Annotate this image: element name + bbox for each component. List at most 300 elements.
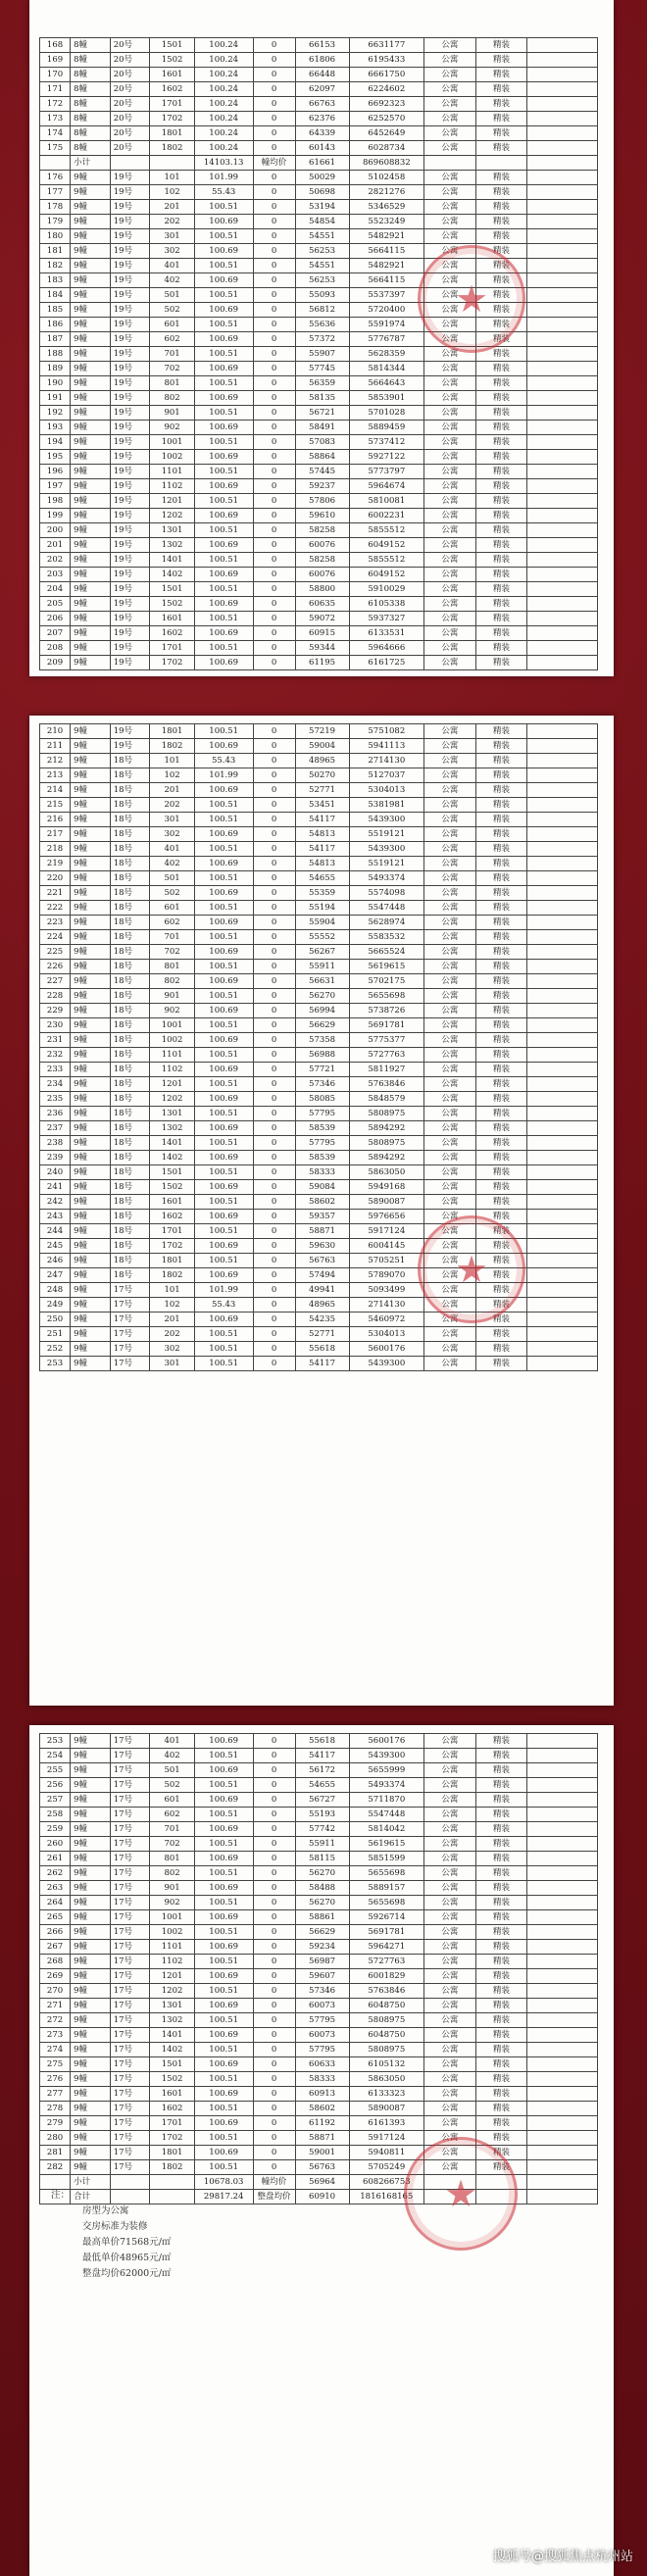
cell-room: 1201: [150, 494, 194, 509]
cell-extra: 0: [253, 842, 295, 857]
cell-area: 55.43: [194, 1298, 253, 1313]
cell-room: 1701: [150, 2116, 194, 2131]
cell-unit: 18号: [110, 813, 150, 827]
cell-extra: 0: [253, 2057, 295, 2072]
cell-unit-price: 66448: [295, 68, 349, 82]
cell-room: 1201: [150, 1077, 194, 1092]
cell-total-price: 5737412: [349, 435, 424, 450]
cell-room-type: [424, 156, 476, 171]
cell-unit: 18号: [110, 827, 150, 842]
cell-building: 9幢: [71, 288, 111, 303]
cell-blank: [527, 1180, 598, 1195]
cell-finish: 精装: [475, 1136, 527, 1151]
cell-unit: 20号: [110, 141, 150, 156]
cell-room-type: 公寓: [424, 1136, 476, 1151]
cell-extra: 0: [253, 479, 295, 494]
cell-building: 9幢: [71, 1224, 111, 1239]
official-seal: [404, 2137, 518, 2251]
cell-blank: [527, 1165, 598, 1180]
cell-blank: [527, 1283, 598, 1298]
cell-unit: 17号: [110, 1357, 150, 1371]
cell-extra: 0: [253, 1808, 295, 1822]
cell-unit: 17号: [110, 1999, 150, 2013]
cell-unit: 18号: [110, 930, 150, 945]
cell-row-index: 255: [40, 1763, 71, 1778]
cell-room-type: 公寓: [424, 1910, 476, 1925]
cell-building: 8幢: [71, 126, 111, 141]
cell-unit-price: 61195: [295, 656, 349, 670]
cell-unit-price: 52771: [295, 783, 349, 798]
notes-title: 注：: [51, 2190, 71, 2201]
cell-total-price: 6004145: [349, 1239, 424, 1254]
cell-unit: 17号: [110, 2072, 150, 2087]
cell-total-price: 5574098: [349, 886, 424, 901]
cell-blank: [527, 1136, 598, 1151]
cell-unit-price: 66763: [295, 97, 349, 112]
cell-unit-price: 54551: [295, 259, 349, 273]
cell-row-index: 227: [40, 974, 71, 989]
cell-row-index: 274: [40, 2043, 71, 2057]
cell-room-type: 公寓: [424, 450, 476, 465]
cell-unit-price: 56253: [295, 244, 349, 259]
table-row: [40, 1866, 598, 1881]
cell-room-type: 公寓: [424, 1180, 476, 1195]
cell-total-price: 5811927: [349, 1063, 424, 1077]
cell-blank: [527, 1925, 598, 1940]
cell-area: 100.69: [194, 421, 253, 435]
cell-unit: 17号: [110, 2102, 150, 2116]
cell-blank: [527, 2013, 598, 2028]
cell-building: 9幢: [71, 200, 111, 215]
cell-area: 100.51: [194, 347, 253, 362]
cell-unit: 18号: [110, 1048, 150, 1063]
cell-total-price: 6195433: [349, 53, 424, 68]
cell-area: 100.51: [194, 842, 253, 857]
cell-room-type: 公寓: [424, 1298, 476, 1313]
cell-unit: 19号: [110, 200, 150, 215]
cell-row-index: 253: [40, 1734, 71, 1749]
cell-unit-price: 58539: [295, 1121, 349, 1136]
cell-unit-price: 61661: [295, 156, 349, 171]
cell-unit-price: 55359: [295, 886, 349, 901]
cell-blank: [527, 509, 598, 523]
cell-unit: 19号: [110, 215, 150, 229]
cell-blank: [527, 523, 598, 538]
cell-room-type: 公寓: [424, 1940, 476, 1955]
note-line: 最低单价48965元/㎡: [82, 2253, 172, 2263]
cell-unit: 19号: [110, 259, 150, 273]
cell-row-index: 214: [40, 783, 71, 798]
cell-room: 201: [150, 1313, 194, 1327]
cell-room-type: 公寓: [424, 1107, 476, 1121]
cell-row-index: 236: [40, 1107, 71, 1121]
cell-finish: 精装: [475, 1268, 527, 1283]
cell-finish: 精装: [475, 739, 527, 754]
cell-room: 801: [150, 1852, 194, 1866]
cell-unit-price: 57346: [295, 1077, 349, 1092]
cell-finish: 精装: [475, 2102, 527, 2116]
cell-row-index: 232: [40, 1048, 71, 1063]
cell-room: 302: [150, 244, 194, 259]
table-row: [40, 1210, 598, 1224]
cell-row-index: 190: [40, 376, 71, 391]
cell-total-price: 5976656: [349, 1210, 424, 1224]
cell-unit-price: 60073: [295, 2028, 349, 2043]
cell-room-type: 公寓: [424, 2043, 476, 2057]
table-row: [40, 1852, 598, 1866]
cell-unit: 17号: [110, 1896, 150, 1910]
cell-finish: 精装: [475, 1283, 527, 1298]
cell-room: 1302: [150, 538, 194, 553]
cell-unit: 19号: [110, 332, 150, 347]
cell-finish: 精装: [475, 901, 527, 916]
cell-total-price: 5664115: [349, 244, 424, 259]
cell-unit: 18号: [110, 1092, 150, 1107]
cell-room: 1202: [150, 1092, 194, 1107]
cell-unit: 19号: [110, 538, 150, 553]
cell-unit-price: 56727: [295, 1793, 349, 1808]
cell-total-price: 5855512: [349, 523, 424, 538]
cell-unit: 19号: [110, 509, 150, 523]
cell-room-type: 公寓: [424, 1955, 476, 1969]
cell-unit: 19号: [110, 185, 150, 200]
cell-room-type: 公寓: [424, 1852, 476, 1866]
cell-extra: 0: [253, 171, 295, 185]
cell-finish: 精装: [475, 1910, 527, 1925]
cell-room: 1702: [150, 656, 194, 670]
cell-building: 9幢: [71, 318, 111, 332]
cell-room: 501: [150, 871, 194, 886]
cell-room-type: 公寓: [424, 1224, 476, 1239]
cell-blank: [527, 1254, 598, 1268]
cell-room: 902: [150, 1896, 194, 1910]
cell-building: 9幢: [71, 362, 111, 376]
cell-blank: [527, 1018, 598, 1033]
cell-blank: [527, 2175, 598, 2190]
table-row: [40, 494, 598, 509]
cell-room-type: 公寓: [424, 2028, 476, 2043]
cell-total-price: 5814042: [349, 1822, 424, 1837]
cell-row-index: 238: [40, 1136, 71, 1151]
cell-extra: 0: [253, 509, 295, 523]
cell-finish: 精装: [475, 553, 527, 568]
cell-extra: 0: [253, 53, 295, 68]
cell-row-index: 212: [40, 754, 71, 768]
cell-blank: [527, 38, 598, 53]
cell-area: 100.69: [194, 945, 253, 960]
table-row: [40, 1808, 598, 1822]
cell-room: 1702: [150, 2131, 194, 2146]
cell-blank: [527, 494, 598, 509]
cell-building: 9幢: [71, 886, 111, 901]
cell-finish: 精装: [475, 1313, 527, 1327]
cell-blank: [527, 1749, 598, 1763]
cell-area: 100.51: [194, 494, 253, 509]
cell-finish: 精装: [475, 827, 527, 842]
cell-blank: [527, 2131, 598, 2146]
table-row: [40, 901, 598, 916]
cell-total-price: 5853901: [349, 391, 424, 406]
cell-blank: [527, 1195, 598, 1210]
price-table-1: [39, 37, 598, 670]
cell-building: 9幢: [71, 1822, 111, 1837]
cell-building: 9幢: [71, 916, 111, 930]
cell-total-price: 5808975: [349, 1107, 424, 1121]
cell-blank: [527, 2087, 598, 2102]
cell-unit-price: 53451: [295, 798, 349, 813]
cell-finish: 精装: [475, 68, 527, 82]
cell-blank: [527, 1298, 598, 1313]
cell-row-index: 222: [40, 901, 71, 916]
cell-total-price: 5655698: [349, 989, 424, 1004]
cell-unit-price: 58258: [295, 523, 349, 538]
cell-total-price: 5808975: [349, 2013, 424, 2028]
cell-blank: [527, 1940, 598, 1955]
cell-building: 9幢: [71, 171, 111, 185]
table-row: [40, 656, 598, 670]
cell-unit: 17号: [110, 2160, 150, 2175]
cell-unit: 17号: [110, 1298, 150, 1313]
cell-area: 100.51: [194, 288, 253, 303]
cell-row-index: 174: [40, 126, 71, 141]
cell-unit: 18号: [110, 798, 150, 813]
cell-room-type: 公寓: [424, 1808, 476, 1822]
cell-unit-price: 49941: [295, 1283, 349, 1298]
cell-total-price: 5890087: [349, 2102, 424, 2116]
cell-extra: 0: [253, 318, 295, 332]
table-row: [40, 2028, 598, 2043]
cell-extra: 0: [253, 1866, 295, 1881]
cell-room: 801: [150, 376, 194, 391]
cell-room: 101: [150, 1283, 194, 1298]
cell-area: 100.51: [194, 1327, 253, 1342]
cell-area: 100.69: [194, 1268, 253, 1283]
table-row: [40, 582, 598, 597]
cell-unit-price: 58491: [295, 421, 349, 435]
cell-room: 1002: [150, 1033, 194, 1048]
cell-room-type: 公寓: [424, 1925, 476, 1940]
cell-total-price: 5964271: [349, 1940, 424, 1955]
cell-building: 9幢: [71, 2028, 111, 2043]
cell-unit-price: 56994: [295, 1004, 349, 1018]
cell-unit-price: 56629: [295, 1925, 349, 1940]
cell-extra: 0: [253, 989, 295, 1004]
cell-finish: 精装: [475, 141, 527, 156]
cell-total-price: 5628974: [349, 916, 424, 930]
cell-row-index: 250: [40, 1313, 71, 1327]
cell-total-price: 5482921: [349, 229, 424, 244]
cell-finish: 精装: [475, 842, 527, 857]
cell-room: 1702: [150, 112, 194, 126]
cell-unit-price: 54813: [295, 827, 349, 842]
table-row: [40, 2057, 598, 2072]
cell-finish: 精装: [475, 1357, 527, 1371]
cell-unit: 19号: [110, 641, 150, 656]
cell-extra: 0: [253, 2087, 295, 2102]
cell-row-index: 177: [40, 185, 71, 200]
cell-row-index: 194: [40, 435, 71, 450]
cell-room-type: 公寓: [424, 582, 476, 597]
cell-area: 100.51: [194, 641, 253, 656]
cell-blank: [527, 2102, 598, 2116]
cell-total-price: 5664643: [349, 376, 424, 391]
cell-room-type: 公寓: [424, 1342, 476, 1357]
cell-room-type: 公寓: [424, 1254, 476, 1268]
table-row: [40, 171, 598, 185]
cell-room: 1301: [150, 1107, 194, 1121]
cell-area: 100.51: [194, 612, 253, 626]
cell-room: 102: [150, 185, 194, 200]
cell-row-index: 191: [40, 391, 71, 406]
cell-building: 9幢: [71, 1107, 111, 1121]
cell-row-index: 170: [40, 68, 71, 82]
cell-area: 100.69: [194, 332, 253, 347]
cell-building: 9幢: [71, 347, 111, 362]
cell-building: 9幢: [71, 1180, 111, 1195]
cell-total-price: 6133531: [349, 626, 424, 641]
cell-room-type: 公寓: [424, 479, 476, 494]
table-row: [40, 523, 598, 538]
cell-room: 1802: [150, 141, 194, 156]
cell-blank: [527, 945, 598, 960]
watermark: 搜狐号@搜狐焦点杭州站: [492, 2550, 633, 2564]
cell-extra: 0: [253, 1239, 295, 1254]
cell-extra: 0: [253, 1165, 295, 1180]
cell-room: 1001: [150, 1018, 194, 1033]
cell-building: 9幢: [71, 553, 111, 568]
cell-room-type: 公寓: [424, 901, 476, 916]
cell-unit-price: 48965: [295, 754, 349, 768]
table-row: [40, 989, 598, 1004]
cell-room-type: 公寓: [424, 739, 476, 754]
cell-row-index: 192: [40, 406, 71, 421]
table-row: [40, 1151, 598, 1165]
cell-row-index: 243: [40, 1210, 71, 1224]
cell-room-type: 公寓: [424, 1063, 476, 1077]
cell-unit-price: 55907: [295, 347, 349, 362]
table-row: [40, 2102, 598, 2116]
cell-unit-price: 57795: [295, 2013, 349, 2028]
cell-room: 202: [150, 798, 194, 813]
cell-unit: 17号: [110, 1763, 150, 1778]
official-seal: [418, 245, 525, 353]
cell-blank: [527, 1984, 598, 1999]
cell-extra: 0: [253, 1327, 295, 1342]
cell-unit-price: 55911: [295, 1837, 349, 1852]
cell-extra: 0: [253, 2160, 295, 2175]
table-row: [40, 509, 598, 523]
cell-area: 100.51: [194, 406, 253, 421]
cell-finish: 精装: [475, 1852, 527, 1866]
cell-room-type: 公寓: [424, 1268, 476, 1283]
cell-room: 1802: [150, 1268, 194, 1283]
cell-area: 100.51: [194, 1925, 253, 1940]
cell-unit-price: 66153: [295, 38, 349, 53]
cell-extra: 0: [253, 916, 295, 930]
cell-row-index: 258: [40, 1808, 71, 1822]
cell-unit-price: 59001: [295, 2146, 349, 2160]
cell-blank: [527, 1063, 598, 1077]
cell-finish: 精装: [475, 2146, 527, 2160]
cell-unit-price: 58800: [295, 582, 349, 597]
cell-unit: 19号: [110, 273, 150, 288]
cell-area: 100.69: [194, 2028, 253, 2043]
cell-total-price: 5727763: [349, 1955, 424, 1969]
cell-room-type: 公寓: [424, 1018, 476, 1033]
cell-unit-price: 57445: [295, 465, 349, 479]
cell-blank: [527, 53, 598, 68]
cell-room: 701: [150, 347, 194, 362]
cell-extra: 0: [253, 930, 295, 945]
cell-extra: 0: [253, 1793, 295, 1808]
cell-extra: 0: [253, 1852, 295, 1866]
cell-row-index: 220: [40, 871, 71, 886]
cell-row-index: 173: [40, 112, 71, 126]
cell-building: 9幢: [71, 376, 111, 391]
cell-unit-price: 59004: [295, 739, 349, 754]
cell-room-type: 公寓: [424, 798, 476, 813]
cell-building: 9幢: [71, 1837, 111, 1852]
cell-finish: 精装: [475, 597, 527, 612]
cell-total-price: 5889157: [349, 1881, 424, 1896]
cell-finish: 精装: [475, 871, 527, 886]
cell-unit-price: 56988: [295, 1048, 349, 1063]
cell-room-type: 公寓: [424, 376, 476, 391]
cell-extra: 0: [253, 347, 295, 362]
cell-unit-price: 57083: [295, 435, 349, 450]
cell-area: 100.69: [194, 1910, 253, 1925]
cell-area: 100.69: [194, 1999, 253, 2013]
cell-extra: 0: [253, 1955, 295, 1969]
cell-room: 501: [150, 288, 194, 303]
cell-area: 101.99: [194, 768, 253, 783]
cell-room-type: 公寓: [424, 2146, 476, 2160]
cell-unit: 18号: [110, 960, 150, 974]
cell-building: 9幢: [71, 2102, 111, 2116]
cell-finish: 精装: [475, 1254, 527, 1268]
cell-total-price: 2714130: [349, 1298, 424, 1313]
cell-total-price: 5940811: [349, 2146, 424, 2160]
cell-row-index: 201: [40, 538, 71, 553]
cell-total-price: 6133323: [349, 2087, 424, 2102]
cell-extra: 0: [253, 1018, 295, 1033]
cell-area: 100.69: [194, 2057, 253, 2072]
cell-unit-price: 58258: [295, 553, 349, 568]
cell-total-price: 6048750: [349, 1999, 424, 2013]
cell-building: 8幢: [71, 38, 111, 53]
cell-area: 100.51: [194, 259, 253, 273]
cell-extra: 0: [253, 1092, 295, 1107]
cell-total-price: 5460972: [349, 1313, 424, 1327]
cell-area: 100.24: [194, 38, 253, 53]
cell-building: 9幢: [71, 2013, 111, 2028]
cell-unit: 17号: [110, 1925, 150, 1940]
cell-extra: 0: [253, 1121, 295, 1136]
cell-area: 100.69: [194, 2087, 253, 2102]
cell-extra: 0: [253, 362, 295, 376]
cell-building: 9幢: [71, 1048, 111, 1063]
cell-total-price: 5619615: [349, 1837, 424, 1852]
cell-building: 9幢: [71, 1808, 111, 1822]
cell-finish: 精装: [475, 97, 527, 112]
cell-room: 602: [150, 916, 194, 930]
cell-room: 1501: [150, 582, 194, 597]
cell-finish: 精装: [475, 724, 527, 739]
cell-total-price: 869608832: [349, 156, 424, 171]
cell-extra: 0: [253, 1881, 295, 1896]
table-row: [40, 479, 598, 494]
cell-extra: 0: [253, 798, 295, 813]
